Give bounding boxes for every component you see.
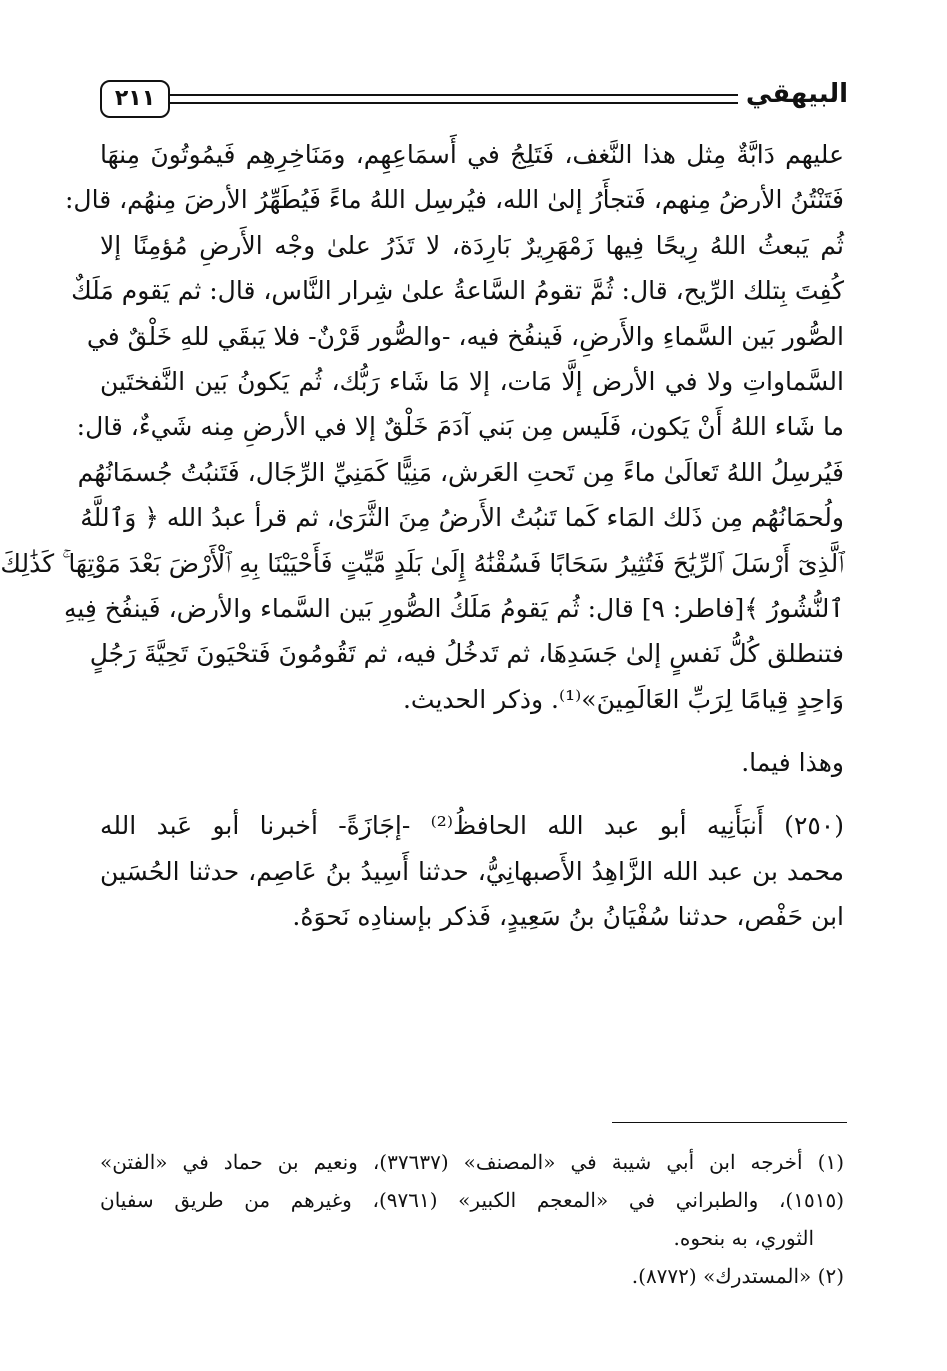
text-line: عليهم دَابَّةٌ مِثل هذا النَّغف، فَتَلِجُ في أَسمَاعِهِم، ومَنَاخِرِهِم فَيمُوتُونَ مِنهَا [100, 140, 844, 169]
text-line: ثُم يَبعثُ اللهُ رِيحًا فِيها زَمْهَرِيرٌ بَارِدَة، لا تَذَرُ علىٰ وجْه الأَرضِ مُؤمِنًا إلا [100, 230, 844, 260]
footnote-rule [612, 1122, 847, 1123]
footnote-line: (٢) «المستدرك» (٨٧٧٢). [631, 1264, 844, 1288]
text-line: ٱلنُّشُورُ ﴾[فاطر: ٩] قال: ثُم يَقومُ مَلَكُ الصُّورِ بَين السَّماء والأرض، فَينفُخ فِيهِ [63, 593, 844, 623]
hadith-line: (٢٥٠) أَنبَأَنِيه أبو عبد الله الحافظُ⁽²⁾ -إجَازَةً- أخبرنا أبو عَبد الله [100, 811, 844, 841]
main-text [0, 132, 844, 940]
quran-line: ٱلَّذِىٓ أَرْسَلَ ٱلرِّيَٰحَ فَتُثِيرُ سَحَابًا فَسُقْنَٰهُ إِلَىٰ بَلَدٍ مَّيِّتٍ فَأَحْيَيْنَا بِهِ ٱلْأَرْضَ بَعْدَ مَوْتِهَا ۚ كَذَٰلِكَ [0, 548, 844, 578]
footnote-line: (١٥١٥)، والطبراني في «المعجم الكبير» (٩٧٦١)، وغيرهم من طريق سفيان [100, 1188, 844, 1212]
book-title: البيهقي [745, 79, 848, 109]
text-line: ولُحمَانُهُم مِن ذَلك المَاء كَما تَنبُتُ الأَرضُ مِنَ الثَّرَىٰ، ثم قرأ عبدُ الله ﴿ وَٱللَّهُ [80, 503, 844, 533]
text-line: ما شَاء اللهُ أَنْ يَكون، فَلَيس مِن بَني آدَمَ خَلْقٌ إلا في الأرضِ مِنه شَيءٌ، قال: [76, 412, 844, 442]
header-rule [170, 94, 738, 104]
short-line: وهذا فيما. [741, 748, 844, 778]
text-line: فتنطلق كُلُّ نَفسٍ إلىٰ جَسَدِهَا، ثم تَدخُلُ فيه، ثم تَقُومُونَ فَتحْيَونَ تَحِيَّةَ رَجُلٍ [89, 639, 844, 669]
hadith-line: ابن حَفْص، حدثنا سُفْيَانُ بنُ سَعِيدٍ، فَذكر بإسنادِه نَحوَهُ. [292, 902, 844, 932]
text-line: كُفِتَ بِتلك الرِّيح، قال: ثُمَّ تقومُ السَّاعةُ علىٰ شِرار النَّاس، قال: ثم يَقوم مَلَكٌ [71, 276, 844, 306]
footnotes [100, 1143, 844, 1295]
page-header [100, 70, 848, 122]
footnote-line: (١) أخرجه ابن أبي شيبة في «المصنف» (٣٧٦٣٧)، ونعيم بن حماد في «الفتن» [100, 1150, 844, 1174]
page-number: ٢١١ [100, 80, 170, 118]
hadith-line: محمد بن عبد الله الزَّاهِدُ الأَصبهانِيُّ، حدثنا أَسِيدُ بنُ عَاصِم، حدثنا الحُسَين [100, 856, 844, 886]
text-line: فَيُرسِلُ اللهُ تَعالَىٰ ماءً مِن تَحتِ العَرش، مَنِيًّا كَمَنِيِّ الرِّجَال، فَتَنبُتُ جُسمَانُهُم [77, 457, 844, 487]
text-line: السَّماواتِ ولا في الأرض إلَّا مَات، إلا مَا شَاء رَبُّك، ثُم يَكونُ بَين النَّفختَين [100, 366, 844, 396]
text-line: وَاحِدٍ قِيامًا لِرَبِّ العَالَمِينَ»⁽¹⁾. وذكر الحديث. [402, 684, 844, 714]
text-line: الصُّور بَين السَّماءِ والأَرضِ، فَينفُخ فيه، -والصُّور قَرْنٌ- فلا يَبقَي للهِ خَلْقٌ في [86, 321, 844, 351]
footnote-line: الثوري، به بنحوه. [673, 1226, 814, 1250]
text-line: فَتَنْتُنُ الأرضُ مِنهم، فَتجأَرُ إلىٰ الله، فيُرسِل اللهُ ماءً فَيُطَهِّرُ الأرضَ مِنهُم، قال: [65, 185, 844, 215]
